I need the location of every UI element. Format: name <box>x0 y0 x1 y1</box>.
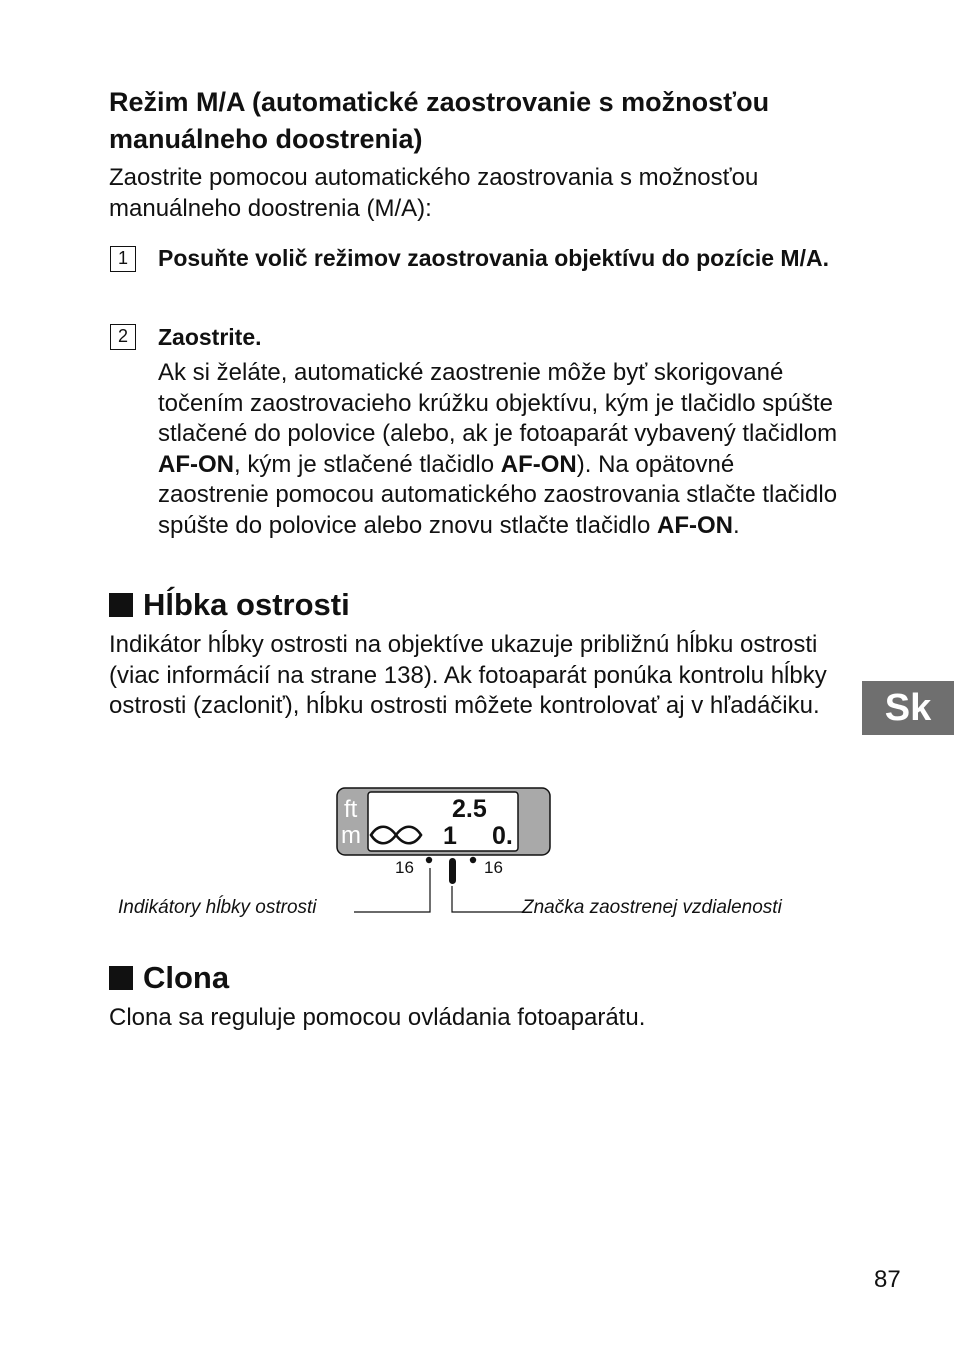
m-value-1: 1 <box>443 822 457 850</box>
depth-of-field-paragraph: Indikátor hĺbky ostrosti na objektíve ukazuje približnú hĺbku ostrosti (viac informácií na strane 138). Ak fotoaparát ponúka kontrolu hĺbky ostrosti (zacloniť), hĺbku ostrosti môžete kontrolovať aj v hľadáčiku. <box>109 631 827 719</box>
af-on-label: AF-ON <box>158 450 234 478</box>
af-on-label: AF-ON <box>500 450 577 478</box>
section-heading-ma-mode: Režim M/A (automatické zaostrovanie s možnosťou manuálneho doostrenia) <box>109 87 770 154</box>
square-bullet-icon <box>109 966 133 990</box>
step-1-number: 1 <box>110 246 136 272</box>
af-on-label: AF-ON <box>656 511 733 539</box>
dof-indicator-dot-right <box>470 857 476 863</box>
intro-paragraph: Zaostrite pomocou automatického zaostrovania s možnosťou manuálneho doostrenia (M/A): <box>109 164 759 222</box>
leader-line-focus-mark <box>452 886 524 912</box>
step-2-body: Ak si želáte, automatické zaostrenie môže byť skorigované točením zaostrovacieho krúžku objektívu, kým je tlačidlo spúšte stlačené do polovice (alebo, ak je fotoaparát vybavený tlačidlom AF-ON, kým je stlačené tlačidlo AF-ON). Na opätovné zaostrenie pomocou automatického zaostrovania stlačte tlačidlo spúšte do polovice alebo znovu stlačte tlačidlo AF-ON. <box>158 359 838 539</box>
dof-scale-right: 16 <box>484 858 503 877</box>
depth-of-field-title: Hĺbka ostrosti <box>143 587 350 622</box>
square-bullet-icon <box>109 593 133 617</box>
caption-focus-mark: Značka zaostrenej vzdialenosti <box>522 897 782 918</box>
unit-ft-label: ft <box>344 796 358 823</box>
unit-m-label: m <box>341 822 361 849</box>
aperture-heading <box>109 958 229 998</box>
ft-value: 2.5 <box>452 795 487 823</box>
step-1-title: Posuňte volič režimov zaostrovania objektívu do pozície M/A. <box>158 245 829 271</box>
step-2-number: 2 <box>110 324 136 350</box>
caption-dof-indicators: Indikátory hĺbky ostrosti <box>118 897 317 918</box>
aperture-title: Clona <box>143 960 230 995</box>
leader-line-dof <box>354 868 430 912</box>
page-number: 87 <box>874 1266 901 1293</box>
depth-of-field-heading <box>109 585 350 625</box>
language-tab: Sk <box>862 681 954 735</box>
dof-indicator-dot-left <box>426 857 432 863</box>
dof-scale-left: 16 <box>395 858 414 877</box>
m-value-2: 0. <box>492 822 513 850</box>
focus-distance-mark <box>449 858 456 884</box>
aperture-paragraph: Clona sa reguluje pomocou ovládania fotoaparátu. <box>109 1004 646 1031</box>
step-2-title: Zaostrite. <box>158 324 262 350</box>
